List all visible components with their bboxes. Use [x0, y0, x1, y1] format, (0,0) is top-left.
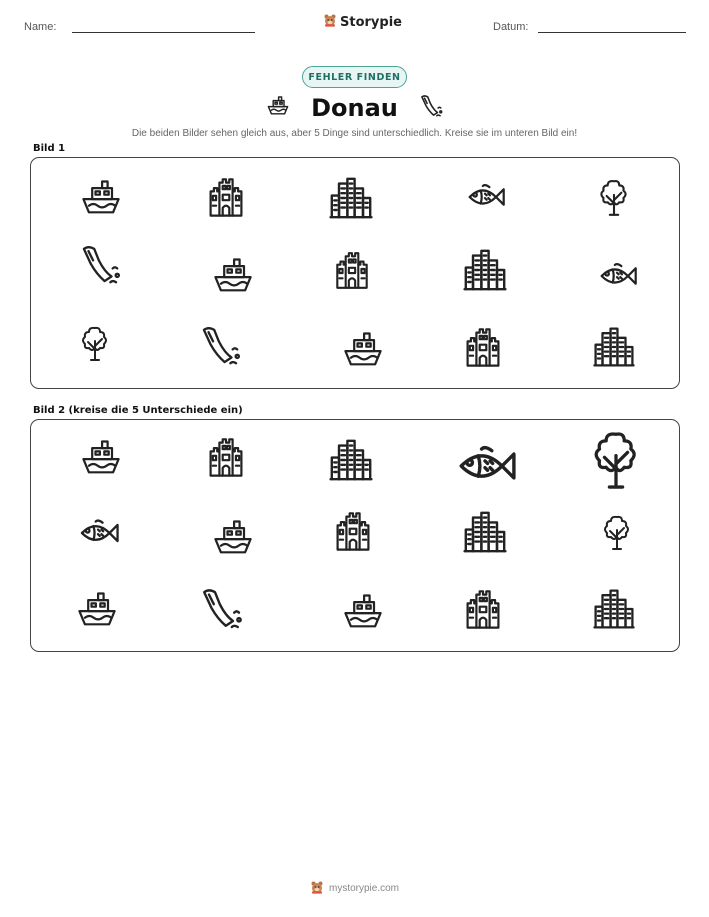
footer-url[interactable]: mystorypie.com	[328, 883, 399, 894]
title-row	[0, 91, 709, 125]
river-icon	[77, 242, 123, 288]
picture-2-cell-r1-c1[interactable]	[79, 436, 123, 480]
bear-icon	[323, 13, 337, 32]
river-icon	[418, 93, 444, 124]
picture-1-cell-r1-c2	[204, 176, 248, 220]
picture-2-cell-r3-c4[interactable]	[461, 588, 505, 632]
boat-icon	[79, 436, 123, 480]
city-icon	[461, 508, 509, 556]
picture-1-cell-r1-c1	[79, 176, 123, 220]
picture-1-cell-r1-c3	[327, 174, 375, 222]
castle-icon	[461, 588, 505, 632]
fish-icon	[463, 175, 507, 219]
picture-1-cell-r3-c1	[75, 323, 115, 363]
boat-icon	[75, 588, 119, 632]
boat-icon	[211, 254, 255, 298]
fish-icon	[451, 432, 519, 500]
page-title: Donau	[311, 94, 398, 122]
footer	[0, 880, 709, 897]
picture-1-cell-r2-c3	[331, 250, 373, 292]
picture-2-cell-r2-c4[interactable]	[461, 508, 509, 556]
picture-1-label: Bild 1	[33, 143, 66, 154]
castle-icon	[461, 326, 505, 370]
picture-2-cell-r1-c5[interactable]	[583, 426, 649, 492]
tree-icon	[75, 323, 115, 363]
picture-2-cell-r2-c5[interactable]	[597, 512, 637, 552]
tree-icon	[597, 512, 637, 552]
picture-1-cell-r3-c3	[341, 328, 385, 372]
picture-2-cell-r1-c4[interactable]	[451, 432, 519, 500]
castle-icon	[331, 510, 375, 554]
castle-icon	[204, 436, 248, 480]
picture-2-cell-r1-c3[interactable]	[327, 436, 375, 484]
boat-icon	[211, 516, 255, 560]
fish-icon	[595, 254, 639, 298]
picture-1-cell-r3-c2	[197, 323, 243, 369]
date-line[interactable]	[538, 32, 686, 33]
city-icon	[327, 174, 375, 222]
picture-2-label: Bild 2 (kreise die 5 Unterschiede ein)	[33, 405, 243, 416]
picture-2-cell-r2-c1[interactable]	[75, 510, 121, 556]
river-icon	[197, 323, 243, 369]
name-line[interactable]	[72, 32, 255, 33]
picture-2-cell-r1-c2[interactable]	[204, 436, 248, 480]
river-icon	[197, 585, 245, 633]
boat-icon	[79, 176, 123, 220]
fish-icon	[75, 510, 121, 556]
picture-2-cell-r2-c2[interactable]	[211, 516, 255, 560]
city-icon	[461, 246, 509, 294]
storypie-logo	[323, 13, 402, 32]
picture-1-cell-r2-c4	[461, 246, 509, 294]
date-label: Datum:	[493, 21, 529, 33]
name-label: Name:	[24, 21, 57, 33]
picture-2-cell-r2-c3[interactable]	[331, 510, 375, 554]
bear-icon	[310, 880, 324, 897]
picture-1-cell-r3-c5	[591, 324, 637, 370]
castle-icon	[331, 250, 373, 292]
tree-icon	[593, 176, 635, 218]
picture-1-panel	[30, 157, 680, 389]
picture-1-cell-r1-c4	[463, 175, 507, 219]
picture-2-panel[interactable]	[30, 419, 680, 652]
picture-2-cell-r3-c3[interactable]	[341, 590, 385, 634]
boat-icon	[341, 328, 385, 372]
brand-name: Storypie	[340, 15, 402, 30]
castle-icon	[204, 176, 248, 220]
picture-1-cell-r1-c5	[593, 176, 635, 218]
picture-1-cell-r2-c5	[595, 254, 639, 298]
picture-2-cell-r3-c1[interactable]	[75, 588, 119, 632]
picture-2-cell-r3-c5[interactable]	[591, 586, 637, 632]
boat-icon	[341, 590, 385, 634]
tree-icon	[583, 426, 649, 492]
city-icon	[327, 436, 375, 484]
picture-1-cell-r3-c4	[461, 326, 505, 370]
picture-2-cell-r3-c2[interactable]	[197, 585, 245, 633]
picture-1-cell-r2-c1	[77, 242, 123, 288]
city-icon	[591, 586, 637, 632]
boat-icon	[265, 94, 291, 123]
city-icon	[591, 324, 637, 370]
instructions: Die beiden Bilder sehen gleich aus, aber 5 Dinge sind unterschiedlich. Kreise sie im unteren Bild ein!	[131, 128, 578, 139]
picture-1-cell-r2-c2	[211, 254, 255, 298]
activity-badge: FEHLER FINDEN	[302, 66, 407, 88]
